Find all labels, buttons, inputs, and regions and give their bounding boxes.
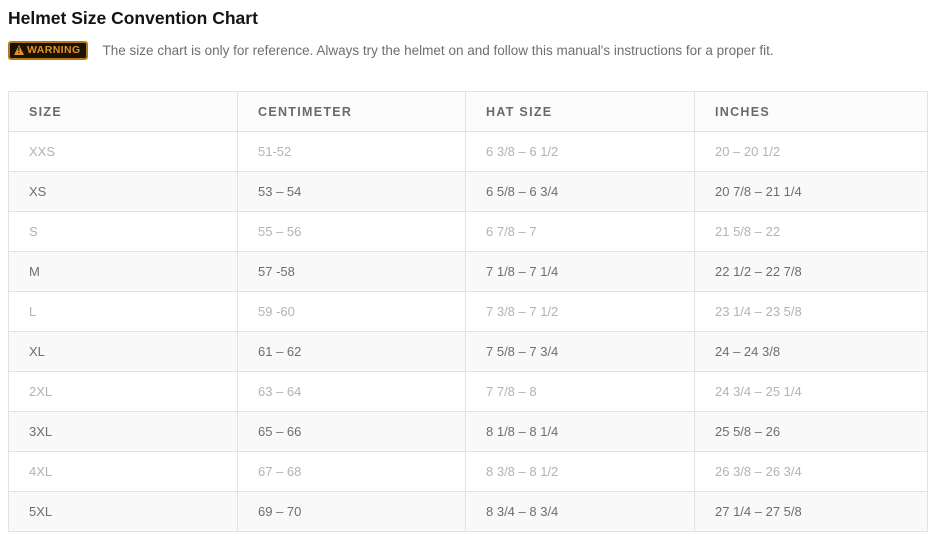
size-cell: XS — [9, 172, 238, 212]
hat-size-cell: 8 1/8 – 8 1/4 — [466, 412, 695, 452]
hat-size-cell: 7 5/8 – 7 3/4 — [466, 332, 695, 372]
centimeter-cell: 63 – 64 — [238, 372, 466, 412]
table-row — [9, 372, 928, 412]
inches-cell: 24 – 24 3/8 — [695, 332, 928, 372]
inches-cell: 27 1/4 – 27 5/8 — [695, 492, 928, 532]
inches-cell: 26 3/8 – 26 3/4 — [695, 452, 928, 492]
table-row — [9, 492, 928, 532]
size-cell: XL — [9, 332, 238, 372]
size-cell: 2XL — [9, 372, 238, 412]
warning-badge — [8, 41, 88, 60]
warning-badge-label: WARNING — [27, 44, 81, 56]
size-cell: XXS — [9, 132, 238, 172]
table-row — [9, 132, 928, 172]
hat-size-cell: 7 3/8 – 7 1/2 — [466, 292, 695, 332]
inches-cell: 24 3/4 – 25 1/4 — [695, 372, 928, 412]
column-header-inches: INCHES — [695, 92, 928, 132]
warning-text: The size chart is only for reference. Always try the helmet on and follow this manual's instructions for a proper fit. — [102, 42, 774, 58]
inches-cell: 25 5/8 – 26 — [695, 412, 928, 452]
size-cell: 5XL — [9, 492, 238, 532]
hat-size-cell: 7 1/8 – 7 1/4 — [466, 252, 695, 292]
hat-size-cell: 6 3/8 – 6 1/2 — [466, 132, 695, 172]
column-header-hat-size: HAT SIZE — [466, 92, 695, 132]
centimeter-cell: 53 – 54 — [238, 172, 466, 212]
centimeter-cell: 55 – 56 — [238, 212, 466, 252]
inches-cell: 20 – 20 1/2 — [695, 132, 928, 172]
inches-cell: 23 1/4 – 23 5/8 — [695, 292, 928, 332]
hat-size-cell: 6 5/8 – 6 3/4 — [466, 172, 695, 212]
size-cell: S — [9, 212, 238, 252]
hat-size-cell: 7 7/8 – 8 — [466, 372, 695, 412]
hat-size-cell: 8 3/4 – 8 3/4 — [466, 492, 695, 532]
centimeter-cell: 59 -60 — [238, 292, 466, 332]
centimeter-cell: 57 -58 — [238, 252, 466, 292]
table-row — [9, 172, 928, 212]
size-chart-body — [9, 132, 928, 532]
size-chart-header — [9, 92, 928, 132]
table-row — [9, 412, 928, 452]
inches-cell: 20 7/8 – 21 1/4 — [695, 172, 928, 212]
table-row — [9, 452, 928, 492]
centimeter-cell: 65 – 66 — [238, 412, 466, 452]
column-header-size: SIZE — [9, 92, 238, 132]
header-row — [9, 92, 928, 132]
page-title: Helmet Size Convention Chart — [8, 8, 258, 28]
centimeter-cell: 51-52 — [238, 132, 466, 172]
size-chart-table — [8, 91, 928, 532]
size-cell: M — [9, 252, 238, 292]
inches-cell: 22 1/2 – 22 7/8 — [695, 252, 928, 292]
table-row — [9, 292, 928, 332]
centimeter-cell: 69 – 70 — [238, 492, 466, 532]
table-row — [9, 252, 928, 292]
centimeter-cell: 61 – 62 — [238, 332, 466, 372]
size-cell: L — [9, 292, 238, 332]
table-row — [9, 212, 928, 252]
warning-triangle-icon — [14, 45, 24, 55]
hat-size-cell: 8 3/8 – 8 1/2 — [466, 452, 695, 492]
warning-note — [8, 40, 927, 60]
table-row — [9, 332, 928, 372]
centimeter-cell: 67 – 68 — [238, 452, 466, 492]
inches-cell: 21 5/8 – 22 — [695, 212, 928, 252]
column-header-centimeter: CENTIMETER — [238, 92, 466, 132]
size-cell: 3XL — [9, 412, 238, 452]
hat-size-cell: 6 7/8 – 7 — [466, 212, 695, 252]
size-cell: 4XL — [9, 452, 238, 492]
